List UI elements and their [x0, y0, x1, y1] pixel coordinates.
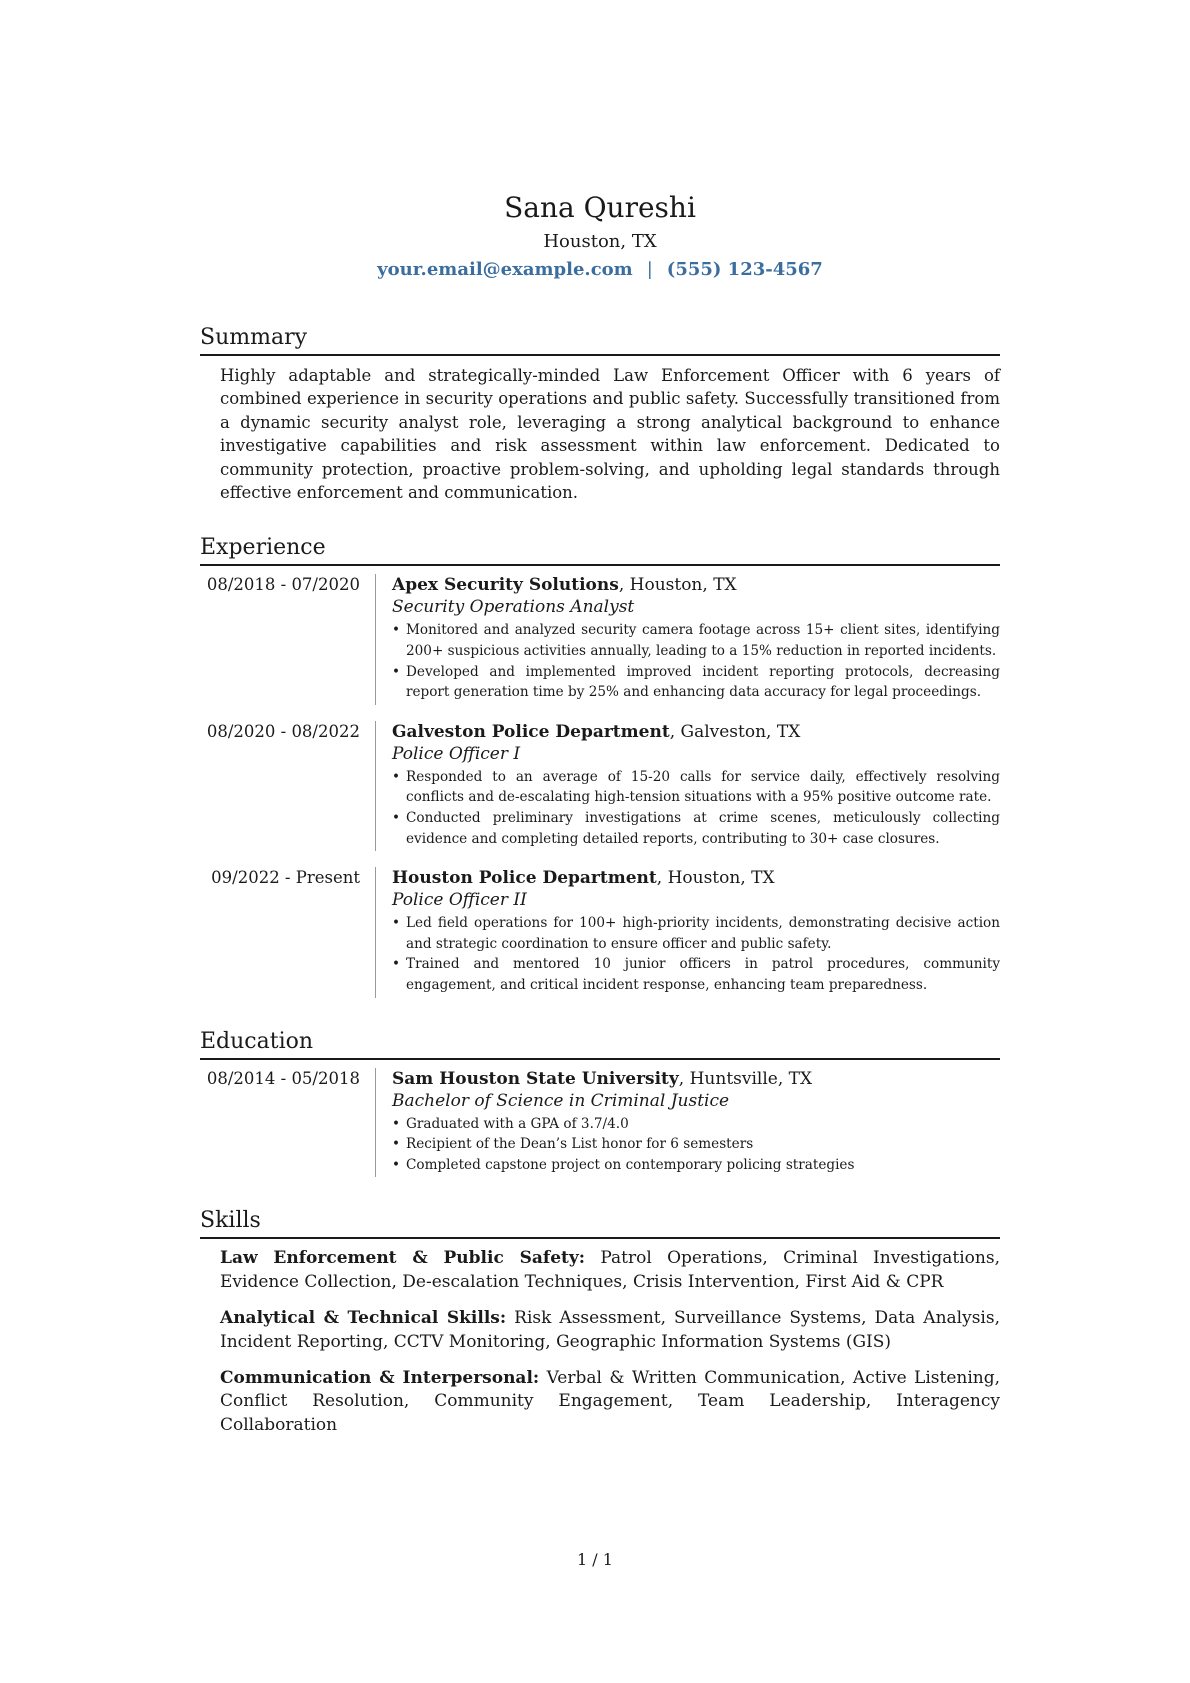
bullet-item: • Trained and mentored 10 junior officers in patrol procedures, community engagement, and critical incident response, enhancing team preparedness. [392, 954, 1000, 995]
skill-group-label: Communication & Interpersonal: [220, 1367, 540, 1388]
bullet-item: • Developed and implemented improved incident reporting protocols, decreasing report generation time by 25% and enhancing data accuracy for legal proceedings. [392, 662, 1000, 703]
institution-location: , Huntsville, TX [678, 1068, 813, 1089]
entry-bullets [392, 913, 1000, 995]
resume-page [200, 190, 1000, 1467]
organization-location: , Houston, TX [656, 868, 775, 889]
email-link[interactable]: your.email@example.com [377, 259, 633, 280]
experience-entry [200, 574, 1000, 704]
entry-date: 08/2018 - 07/2020 [206, 575, 360, 595]
skill-group-items: Verbal & Written Communication, Active Listening, Conflict Resolution, Community Engagement, Team Leadership, Interagency Collaboration [220, 1367, 1000, 1435]
bullet-item: • Graduated with a GPA of 3.7/4.0 [392, 1114, 1000, 1135]
bullet-item: • Recipient of the Dean’s List honor for 6 semesters [392, 1134, 1000, 1155]
education-section [200, 1028, 1000, 1178]
skill-group-items: Risk Assessment, Surveillance Systems, Data Analysis, Incident Reporting, CCTV Monitoring, Geographic Information Systems (GIS) [220, 1308, 1000, 1352]
summary-heading: Summary [200, 324, 1000, 356]
entry-date: 09/2022 - Present [211, 868, 360, 888]
organization-name: Houston Police Department [392, 868, 657, 889]
entry-role: Security Operations Analyst [392, 597, 635, 618]
phone-link[interactable]: (555) 123-4567 [666, 259, 823, 280]
resume-header [200, 190, 1000, 284]
entry-organization [392, 574, 1000, 596]
entry-organization [392, 867, 1000, 889]
contact-separator: | [646, 259, 653, 280]
entry-organization [392, 721, 1000, 743]
organization-name: Apex Security Solutions [392, 575, 619, 596]
education-heading: Education [200, 1028, 1000, 1060]
contact-line [200, 256, 1000, 284]
skills-section [200, 1207, 1000, 1437]
skill-group [220, 1247, 1000, 1294]
experience-entry [200, 867, 1000, 997]
experience-section [200, 534, 1000, 997]
organization-location: , Galveston, TX [669, 721, 801, 742]
bullet-item: • Responded to an average of 15-20 calls for service daily, effectively resolving conflicts and de-escalating high-tension situations with a 95% positive outcome rate. [392, 767, 1000, 808]
entry-role: Police Officer I [392, 743, 521, 764]
skill-group [220, 1307, 1000, 1354]
page-indicator: 1 / 1 [577, 1550, 613, 1569]
summary-section [200, 324, 1000, 504]
entry-body [375, 1068, 1000, 1178]
entry-bullets [392, 767, 1000, 849]
experience-entry [200, 721, 1000, 851]
entry-bullets [392, 620, 1000, 702]
experience-heading: Experience [200, 534, 1000, 566]
organization-name: Galveston Police Department [392, 721, 670, 742]
entry-body [375, 574, 1000, 704]
entry-bullets [392, 1114, 1000, 1176]
education-entry [200, 1068, 1000, 1178]
candidate-location: Houston, TX [543, 231, 657, 252]
bullet-item: • Completed capstone project on contemporary policing strategies [392, 1155, 1000, 1176]
skills-heading: Skills [200, 1207, 1000, 1239]
skill-group-label: Law Enforcement & Public Safety: [220, 1248, 586, 1269]
entry-date: 08/2014 - 05/2018 [206, 1068, 360, 1088]
candidate-name: Sana Qureshi [504, 191, 696, 224]
skill-group-items: Patrol Operations, Criminal Investigations, Evidence Collection, De-escalation Techniques, Crisis Intervention, First Aid & CPR [220, 1248, 1000, 1292]
entry-organization [392, 1068, 1000, 1090]
degree-title: Bachelor of Science in Criminal Justice [392, 1090, 730, 1111]
entry-body [375, 721, 1000, 851]
skill-group [220, 1367, 1000, 1437]
entry-body [375, 867, 1000, 997]
entry-date: 08/2020 - 08/2022 [206, 721, 360, 741]
entry-role: Police Officer II [392, 890, 527, 911]
bullet-item: • Led field operations for 100+ high-priority incidents, demonstrating decisive action and strategic coordination to ensure officer and public safety. [392, 913, 1000, 954]
bullet-item: • Conducted preliminary investigations at crime scenes, meticulously collecting evidence and completing detailed reports, contributing to 30+ case closures. [392, 808, 1000, 849]
skill-group-label: Analytical & Technical Skills: [220, 1308, 507, 1329]
organization-location: , Houston, TX [618, 575, 737, 596]
institution-name: Sam Houston State University [392, 1068, 679, 1089]
bullet-item: • Monitored and analyzed security camera footage across 15+ client sites, identifying 200+ suspicious activities annually, leading to a 15% reduction in reported incidents. [392, 620, 1000, 661]
summary-text: Highly adaptable and strategically-minded Law Enforcement Officer with 6 years of combined experience in security operations and public safety. Successfully transitioned from a dynamic security analyst role, leveraging a strong analytical background to enhance investigative capabilities and risk assessment within law enforcement. Dedicated to community protection, proactive problem-solving, and upholding legal standards through effective enforcement and communication. [220, 366, 1000, 503]
